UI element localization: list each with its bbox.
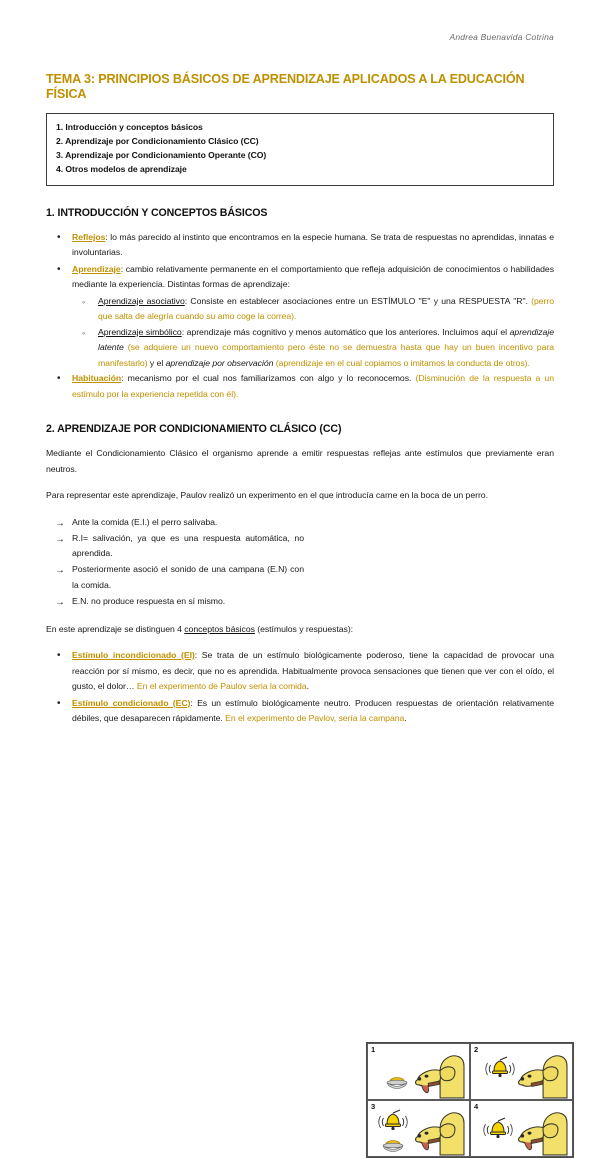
- gold-note-asociativo: (perro que salta de alegría cuando su amo coge la correa).: [98, 295, 555, 322]
- panel-number-1: 1: [371, 1044, 376, 1054]
- list-item-aprendizaje-asociativo: [46, 294, 554, 325]
- text-estimulo-condicionado: : Es un estímulo biológicamente neutro. Producen respuestas de orientación relativamente débiles, que desaparecen rápidamente.: [72, 697, 554, 724]
- dog-illustration: [411, 1049, 467, 1099]
- panel-number-3: 3: [371, 1101, 376, 1111]
- text-ei-end: .: [306, 681, 309, 692]
- gold-note-latente: (se adquiere un nuevo comportamiento pero éste no se demuestra hasta que hay un buen incentivo para manifestarlo): [98, 342, 554, 368]
- section-2-heading: 2. APRENDIZAJE POR CONDICIONAMIENTO CLÁSICO (CC): [46, 423, 342, 436]
- dog-illustration: [514, 1049, 570, 1099]
- panel-number-2: 2: [474, 1044, 479, 1054]
- list-item-estimulo-incondicionado: [46, 648, 554, 694]
- text-simbolico-2: y el: [147, 357, 166, 368]
- experiment-steps-list: [46, 515, 304, 610]
- dog-illustration: [514, 1106, 570, 1156]
- term-aprendizaje: Aprendizaje: [72, 263, 121, 274]
- term-estimulo-condicionado: Estímulo condicionado (EC): [72, 697, 191, 708]
- term-reflejos: Reflejos: [72, 231, 106, 242]
- text-aprendizaje: : cambio relativamente permanente en el comportamiento que refleja adquisición de conocimientos o habilidades mediante la experiencia. Distintas formas de aprendizaje:: [72, 263, 554, 290]
- food-bowl-icon: [384, 1075, 410, 1089]
- list-item-aprendizaje: [46, 262, 554, 293]
- food-bowl-icon: [380, 1138, 406, 1152]
- experiment-step-3: → Posteriormente asoció el sonido de una campana (E.N) con la comida.: [46, 562, 304, 594]
- pavlov-figure-wrapper: [366, 1042, 574, 1158]
- experiment-step-2: → R.I= salivación, ya que es una respuesta automática, no aprendida.: [46, 531, 304, 563]
- pavlov-experiment-diagram: [366, 1042, 574, 1158]
- panel-number-4: 4: [474, 1101, 479, 1111]
- pavlov-panel-4: [470, 1100, 573, 1157]
- gold-note-ei: En el experimento de Paulov seria la comida: [136, 681, 307, 692]
- italic-aprendizaje-observacion: aprendizaje por observación: [165, 357, 274, 368]
- italic-aprendizaje-latente: aprendizaje latente: [98, 326, 554, 353]
- concepts-list: [46, 648, 554, 726]
- gold-note-habituacion: (Disminución de la respuesta a un estímulo por la experiencia repetida con él).: [72, 373, 554, 399]
- bell-icon: [485, 1056, 515, 1084]
- term-conceptos-basicos: conceptos básicos: [184, 623, 255, 634]
- term-estimulo-incondicionado: Estímulo incondicionado (EI): [72, 650, 195, 661]
- pavlov-panel-2: [470, 1043, 573, 1100]
- text-reflejos: : lo más parecido al instinto que encontramos en la especie humana. Se trata de respuestas no aprendidas, innatas e involuntarias.: [72, 231, 554, 258]
- index-item-3: 3. Aprendizaje por Condicionamiento Operante (CO): [56, 150, 267, 161]
- page-title: TEMA 3: PRINCIPIOS BÁSICOS DE APRENDIZAJE APLICADOS A LA EDUCACIÓN FÍSICA: [46, 72, 525, 102]
- text-aprendizaje-asociativo: : Consiste en establecer asociaciones entre un ESTÍMULO "E" y una RESPUESTA "R".: [184, 295, 532, 306]
- dog-illustration: [411, 1106, 467, 1156]
- pavlov-panel-3: [367, 1100, 470, 1157]
- list-item-reflejos: [46, 230, 554, 261]
- gold-note-ec: En el experimento de Pavlov, sería la campana: [225, 713, 405, 724]
- text-estimulo-incondicionado: : Se trata de un estímulo biológicamente poderoso, tiene la capacidad de provocar una reacción por sí mismo, es decir, que no es aprendida. Habitualmente provoca sensaciones que tienen que ver con el oído, el gusto, el dolor…: [72, 650, 554, 692]
- section-2-paragraph-1: Mediante el Condicionamiento Clásico el organismo aprende a emitir respuestas reflejas ante estímulos que previamente eran neutros.: [46, 448, 554, 474]
- list-item-habituacion: [46, 371, 554, 402]
- term-habituacion: Habituación: [72, 373, 122, 384]
- header-author: Andrea Buenavida Cotrina: [449, 32, 554, 42]
- bell-icon: [483, 1117, 513, 1145]
- term-aprendizaje-asociativo: Aprendizaje asociativo: [98, 295, 185, 306]
- section-2-paragraph-2: Para representar este aprendizaje, Paulov realizó un experimento en el que introducía carne en la boca de un perro.: [46, 490, 488, 501]
- bell-icon: [378, 1109, 408, 1137]
- text-ec-end: .: [404, 713, 407, 724]
- index-item-4: 4. Otros modelos de aprendizaje: [56, 163, 187, 174]
- pavlov-panel-1: [367, 1043, 470, 1100]
- list-item-aprendizaje-simbolico: [46, 325, 554, 371]
- section-1-heading: 1. INTRODUCCIÓN Y CONCEPTOS BÁSICOS: [46, 206, 268, 219]
- gold-note-observacion: (aprendizaje en el cual copiamos o imitamos la conducta de otros).: [273, 357, 530, 368]
- index-item-2: 2. Aprendizaje por Condicionamiento Clásico (CC): [56, 136, 259, 147]
- text-habituacion: : mecanismo por el cual nos familiarizamos con algo y lo reconocemos.: [121, 373, 416, 384]
- list-item-estimulo-condicionado: [46, 696, 554, 727]
- section-1-list: [46, 230, 554, 402]
- text-conceptos-post: (estímulos y respuestas):: [254, 623, 354, 634]
- section-2-paragraph-3: [46, 622, 554, 637]
- term-aprendizaje-simbolico: Aprendizaje simbólico: [98, 326, 182, 337]
- text-simbolico-1: : aprendizaje más cognitivo y menos automático que los anteriores. Incluimos aquí el: [181, 326, 510, 337]
- index-box: [46, 113, 554, 186]
- index-item-1: 1. Introducción y conceptos básicos: [56, 122, 203, 133]
- text-conceptos-pre: En este aprendizaje se distinguen 4: [46, 623, 185, 634]
- experiment-step-4: → E.N. no produce respuesta en sí mismo.: [46, 594, 304, 610]
- experiment-step-1: → Ante la comida (E.I.) el perro salivaba.: [46, 515, 304, 531]
